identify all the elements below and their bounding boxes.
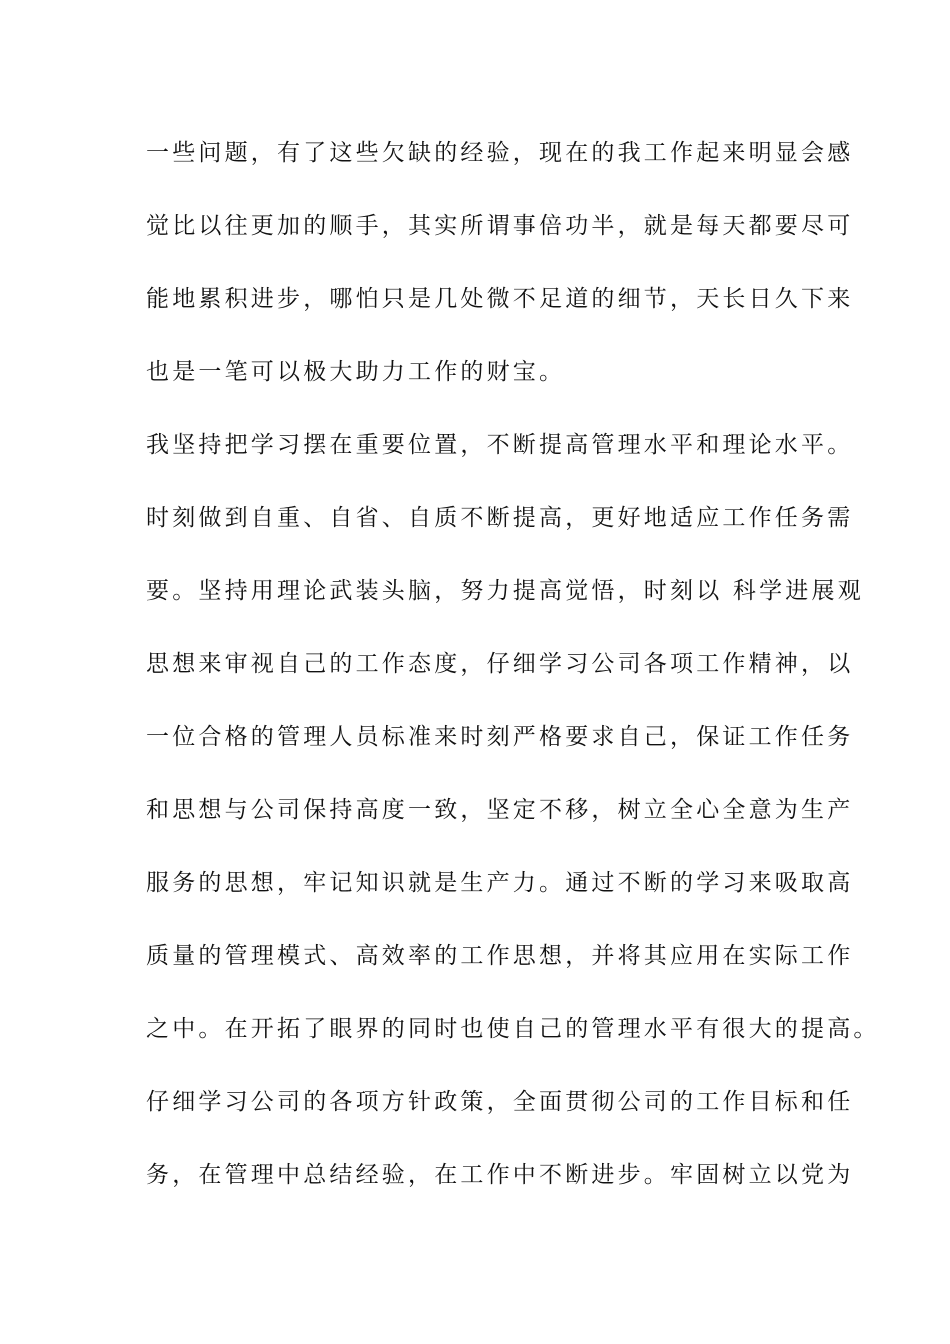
text-line: 一些问题，有了这些欠缺的经验，现在的我工作起来明显会感 bbox=[146, 140, 854, 166]
text-line: 要。坚持用理论武装头脑，努力提高觉悟，时刻以 科学进展观 bbox=[146, 578, 864, 604]
text-line: 能地累积进步，哪怕只是几处微不足道的细节，天长日久下来 bbox=[146, 286, 854, 312]
text-line: 一位合格的管理人员标准来时刻严格要求自己，保证工作任务 bbox=[146, 724, 854, 750]
text-line: 觉比以往更加的顺手，其实所谓事倍功半，就是每天都要尽可 bbox=[146, 213, 854, 239]
text-line: 时刻做到自重、自省、自质不断提高，更好地适应工作任务需 bbox=[146, 505, 854, 531]
text-line: 质量的管理模式、高效率的工作思想，并将其应用在实际工作 bbox=[146, 943, 854, 969]
text-line: 之中。在开拓了眼界的同时也使自己的管理水平有很大的提高。 bbox=[146, 1016, 880, 1042]
text-line: 也是一笔可以极大助力工作的财宝。 bbox=[146, 359, 566, 385]
text-line: 服务的思想，牢记知识就是生产力。通过不断的学习来吸取高 bbox=[146, 870, 854, 896]
text-line: 务，在管理中总结经验，在工作中不断进步。牢固树立以党为 bbox=[146, 1162, 854, 1188]
text-line: 我坚持把学习摆在重要位置，不断提高管理水平和理论水平。 bbox=[146, 432, 854, 458]
text-line: 思想来审视自己的工作态度，仔细学习公司各项工作精神，以 bbox=[146, 651, 854, 677]
text-line: 和思想与公司保持高度一致，坚定不移，树立全心全意为生产 bbox=[146, 797, 854, 823]
body-text bbox=[146, 132, 880, 1227]
text-line: 仔细学习公司的各项方针政策，全面贯彻公司的工作目标和任 bbox=[146, 1089, 854, 1115]
